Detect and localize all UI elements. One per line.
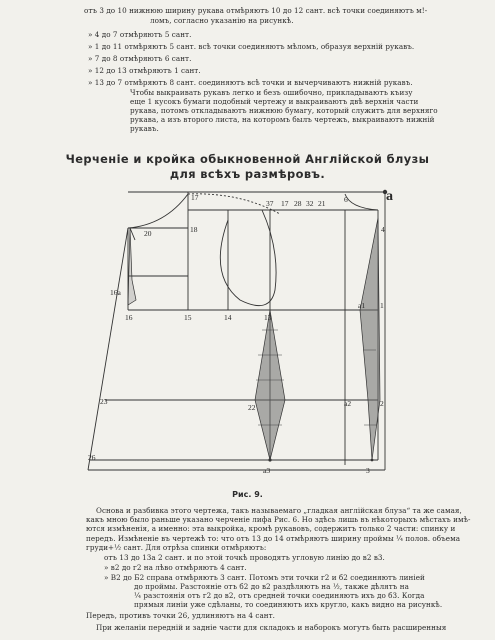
body-text-line: прямыя линіи уже сдѣланы, то соединяютъ ихъ кругло, какъ видно на рисункѣ. <box>134 600 443 609</box>
top-text-line: » 4 до 7 отмѣряютъ 5 сант. <box>88 30 192 39</box>
section-heading: Черченіе и кройка обыкновенной Англійской блузы <box>65 152 430 166</box>
label-6: 6 <box>344 195 348 204</box>
dart-side <box>360 218 380 460</box>
label-48: 28 <box>294 199 302 208</box>
point-a3 <box>268 458 271 461</box>
label-2: 2 <box>380 399 384 408</box>
top-text-line: » 13 до 7 отмѣряютъ 8 сант. соединяютъ всѣ точки и вычерчиваютъ нижній рукавъ. <box>88 78 413 87</box>
label-37: 37 <box>266 199 274 208</box>
body-text-line: передъ. Измѣненіе въ чертежѣ то: что отъ 13 до 14 отмѣряютъ ширину проймы ¼ полов. объема <box>86 534 461 543</box>
dart-center <box>255 310 285 460</box>
top-text-line: отъ 3 до 10 нижнюю ширину рукава отмѣряютъ 10 до 12 сант. всѣ точки соединяютъ м!- <box>84 6 428 15</box>
top-text-line: еще 1 кусокъ бумаги подобный чертежу и выкраиваютъ двѣ верхнія части <box>130 97 419 106</box>
top-text-line: » 12 до 13 отмѣряютъ 1 сант. <box>88 66 201 75</box>
body-text-line: ются измѣненія, а именно: эта выкройка, кромѣ рукавовъ, содержитъ только 2 части: спинку и <box>86 524 456 533</box>
body-text-line: При желаніи передній и задніе части для складокъ и наборокъ могутъ быть расширенныя <box>96 623 447 632</box>
neck-curve <box>345 194 378 210</box>
body-text-line: Основа и разбивка этого чертежа, такъ называемаго „гладкая англійская блуза“ та же самая, <box>96 506 462 515</box>
top-text-line: рукава, а изъ второго листа, на которомъ былъ чертежъ, выкраиваютъ нижній <box>130 115 435 124</box>
body-text-line: отъ 13 до 13а 2 сант. и по этой точкѣ проводятъ угловую линію до в2 в3. <box>104 553 385 562</box>
label-32: 32 <box>306 199 314 208</box>
label-16: 16 <box>125 313 133 322</box>
section-heading-sub: для всѣхъ размѣровъ. <box>169 167 326 181</box>
label-21: 21 <box>318 199 326 208</box>
top-text-line: Чтобы выкраивать рукавъ легко и безъ ошибочно, прикладываютъ къизу <box>130 88 413 97</box>
label-14: 14 <box>224 313 232 322</box>
armhole-curve <box>220 210 276 306</box>
label-a2: a2 <box>344 399 352 408</box>
label-a1: a1 <box>358 301 366 310</box>
shoulder-curve <box>128 194 188 228</box>
body-text-line: Передъ, противъ точки 26, удлиняютъ на 4 сант. <box>86 611 275 620</box>
label-22: 22 <box>248 403 256 412</box>
back-side-line <box>88 228 128 470</box>
label-4: 4 <box>381 225 385 234</box>
label-15: 15 <box>184 313 192 322</box>
label-18: 18 <box>190 225 198 234</box>
label-16a: 16a <box>110 288 121 297</box>
label-17: 17 <box>191 193 199 202</box>
top-text-line: ломъ, согласно указанію на рисункѣ. <box>150 16 294 25</box>
figure-caption: Рис. 9. <box>232 490 263 499</box>
body-text-line: » в2 до г2 на лѣво отмѣряютъ 4 сант. <box>104 563 247 572</box>
top-text-line: рукава, потомъ откладываютъ нижнюю бумагу, который служитъ для верхняго <box>130 106 438 115</box>
label-a3: a3 <box>263 466 271 475</box>
body-text-line: ¼ разстоянія отъ г2 до в2, отъ средней точки соединяютъ ихъ до б3. Когда <box>134 591 425 600</box>
top-text-line: » 7 до 8 отмѣряютъ 6 сант. <box>88 54 192 63</box>
label-3: 3 <box>366 466 370 475</box>
label-17b: 17 <box>281 199 289 208</box>
point-3 <box>371 459 374 462</box>
label-1: 1 <box>380 301 384 310</box>
top-text-line: » 1 до 11 отмѣряютъ 5 сант. всѣ точки соединяютъ мѣломъ, образуя верхній рукавъ. <box>88 42 415 51</box>
label-13: 13 <box>264 313 272 322</box>
label-26: 26 <box>88 453 96 462</box>
pattern-diagram <box>0 180 495 500</box>
top-text-line: рукавъ. <box>130 124 159 133</box>
body-text-line: груди+½ сант. Для отрѣза спинки отмѣряютъ: <box>86 543 267 552</box>
label-20: 20 <box>144 229 152 238</box>
label-23: 23 <box>100 397 108 406</box>
collar-mark <box>130 228 135 240</box>
body-text-line: какъ мною было раньше указано черченіе лифа Рис. 6. Но здѣсь лишь въ нѣкоторыхъ мѣстахъ имѣ- <box>86 515 471 524</box>
label-a: a <box>386 189 393 204</box>
body-text-line: до проймы. Разстояніе отъ б2 до в2 раздѣляютъ на ½, также дѣлятъ на <box>134 582 409 591</box>
body-text-line: » В2 до Б2 справа отмѣряютъ 3 сант. Потомъ эти точки г2 и б2 соединяютъ линіей <box>104 573 425 582</box>
